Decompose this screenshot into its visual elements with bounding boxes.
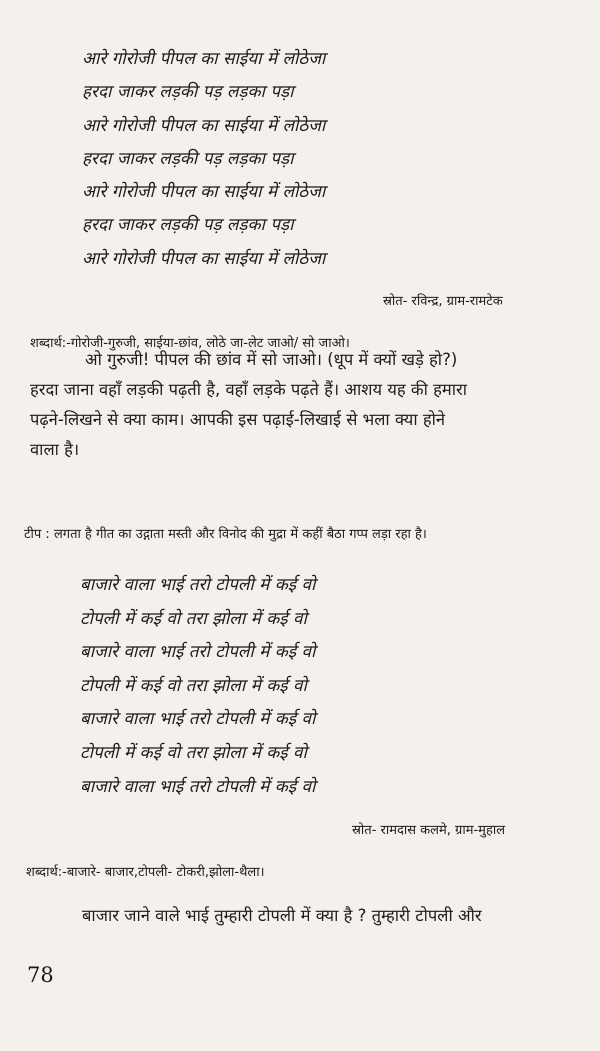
verse-line: बाजारे वाला भाई तरो टोपली में कई वो xyxy=(80,776,316,797)
verse-line: टोपली में कई वो तरा झोला में कई वो xyxy=(80,742,307,763)
verse-line: आरे गोरोजी पीपल का साईया में लोठेजा xyxy=(82,49,326,69)
glossary-1: शब्दार्थ:-गोरोजी-गुरुजी, साईया-छांव, लोठे जा-लेट जाओ/ सो जाओ। xyxy=(30,336,350,351)
paragraph-line: पढ़ने-लिखने से क्या काम। आपकी इस पढ़ाई-लिखाई से भला क्या होने xyxy=(30,410,446,429)
page-number: 78 xyxy=(27,963,54,987)
verse-line: आरे गोरोजी पीपल का साईया में लोठेजा xyxy=(82,248,326,269)
verse-line: बाजारे वाला भाई तरो टोपली में कई वो xyxy=(80,575,316,595)
verse-line: बाजारे वाला भाई तरो टोपली में कई वो xyxy=(80,709,316,730)
paragraph-line: ओ गुरुजी! पीपल की छांव में सो जाओ। (धूप में क्यों खड़े हो?) xyxy=(85,350,458,369)
verse-line: टोपली में कई वो तरा झोला में कई वो xyxy=(80,608,307,629)
paragraph-line: वाला है। xyxy=(30,440,80,459)
verse-line: टोपली में कई वो तरा झोला में कई वो xyxy=(80,675,307,696)
note-tip: टीप : लगता है गीत का उद्गाता मस्ती और विनोद की मुद्रा में कहीं बैठा गप्प लड़ा रहा है। xyxy=(24,527,427,542)
source-credit-1: स्रोत- रविन्द्र, ग्राम-रामटेक xyxy=(383,294,503,309)
verse-line: हरदा जाकर लड़की पड़ लड़का पड़ा xyxy=(82,215,294,236)
paragraph-line: हरदा जाना वहाँ लड़की पढ़ती है, वहाँ लड़के पढ़ते हैं। आशय यह की हमारा xyxy=(30,380,468,399)
verse-line: आरे गोरोजी पीपल का साईया में लोठेजा xyxy=(82,182,326,203)
explanation-paragraph-1 xyxy=(30,345,575,465)
verse-line: बाजारे वाला भाई तरो टोपली में कई वो xyxy=(80,642,316,663)
verse-line: हरदा जाकर लड़की पड़ लड़का पड़ा xyxy=(82,82,294,103)
explanation-paragraph-2: बाजार जाने वाले भाई तुम्हारी टोपली में क्या है ? तुम्हारी टोपली और xyxy=(82,906,482,925)
verse-line: आरे गोरोजी पीपल का साईया में लोठेजा xyxy=(82,115,326,136)
song-verse-1 xyxy=(82,43,325,276)
verse-line: हरदा जाकर लड़की पड़ लड़का पड़ा xyxy=(82,148,294,169)
source-credit-2: स्रोत- रामदास कलमे, ग्राम-मुहाल xyxy=(352,823,506,838)
glossary-2: शब्दार्थ:-बाजारे- बाजार,टोपली- टोकरी,झोला-थैला। xyxy=(26,865,265,880)
song-verse-2 xyxy=(80,569,315,804)
